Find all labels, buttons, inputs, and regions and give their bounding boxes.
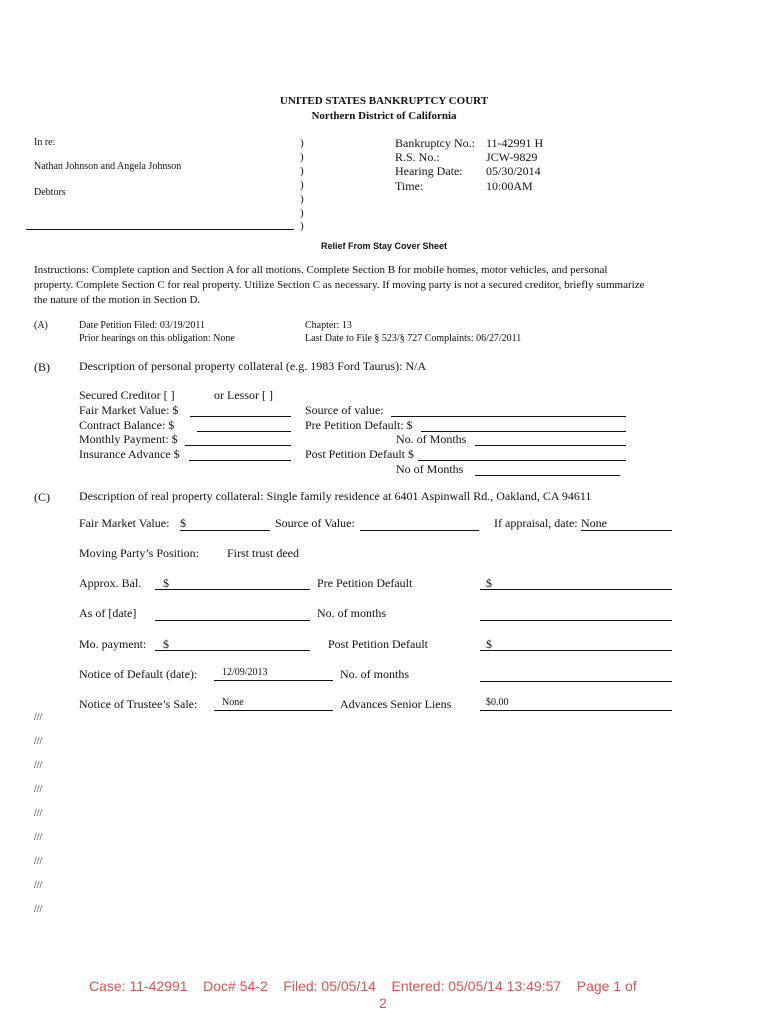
advances-senior-liens-value: $0.00: [486, 697, 509, 708]
instructions-line: property. Complete Section C for real property. Utilize Section C as necessary. If moving party is not a secured creditor, briefly summarize: [34, 279, 645, 291]
post-petition-default-field[interactable]: [480, 637, 672, 651]
as-of-date-label: As of [date]: [79, 606, 137, 620]
rs-no: JCW-9829: [486, 150, 538, 164]
filler-mark: ///: [34, 712, 43, 723]
mo-payment-label: Mo. payment:: [79, 637, 147, 651]
section-c-label: (C): [34, 490, 50, 504]
time-label: Time:: [395, 179, 424, 193]
appraisal-date-value: None: [581, 516, 607, 530]
pre-petition-default-field[interactable]: [480, 576, 672, 590]
chapter: Chapter: 13: [305, 320, 352, 331]
fair-market-value-field[interactable]: [180, 516, 270, 531]
mo-payment-field[interactable]: [155, 637, 310, 651]
page-title: Relief From Stay Cover Sheet: [320, 241, 448, 251]
pre-petition-default-field[interactable]: [421, 418, 626, 432]
dollar-sign: $: [486, 637, 492, 651]
notice-trustee-sale-label: Notice of Trustee’s Sale:: [79, 697, 198, 711]
lessor-checkbox[interactable]: or Lessor [ ]: [214, 388, 273, 402]
bankruptcy-no-label: Bankruptcy No.:: [395, 136, 475, 150]
post-petition-default-label: Post Petition Default: [328, 637, 428, 651]
pre-petition-default-label: Pre Petition Default: [317, 576, 413, 590]
case-footer-page: 2: [379, 995, 387, 1011]
if-appraisal-label: If appraisal, date:: [494, 516, 578, 530]
monthly-payment-label: Monthly Payment: $: [79, 432, 178, 446]
time-value: 10:00AM: [486, 179, 533, 193]
advances-senior-liens-field[interactable]: [480, 697, 672, 711]
post-petition-default-label: Post Petition Default $: [305, 447, 414, 461]
no-of-months-label: No. of months: [340, 667, 409, 681]
date-petition-filed: Date Petition Filed: 03/19/2011: [79, 320, 206, 331]
hearing-date: 05/30/2014: [486, 164, 541, 178]
no-of-months-label: No of Months: [396, 462, 464, 476]
fair-market-value-label: Fair Market Value:: [79, 516, 170, 530]
no-of-months-field[interactable]: [475, 432, 626, 446]
dollar-sign: $: [486, 576, 492, 590]
personal-property-description: Description of personal property collateral (e.g. 1983 Ford Taurus): N/A: [79, 359, 427, 373]
filler-mark: ///: [34, 760, 43, 771]
monthly-payment-field[interactable]: [185, 432, 291, 446]
caption-paren: ): [300, 137, 304, 149]
caption-paren: ): [300, 193, 304, 205]
source-of-value-field[interactable]: [360, 516, 479, 531]
real-property-description: Description of real property collateral: Single family residence at 6401 Aspinwall Rd., Oakland, CA 94611: [79, 489, 592, 503]
fair-market-value-label: Fair Market Value: $: [79, 403, 179, 417]
filler-mark: ///: [34, 856, 43, 867]
rs-no-label: R.S. No.:: [395, 150, 440, 164]
no-of-months-field[interactable]: [480, 606, 672, 621]
appraisal-date-field[interactable]: [581, 516, 672, 531]
no-of-months-field[interactable]: [475, 462, 620, 476]
no-of-months-field[interactable]: [480, 667, 672, 682]
debtor-names: Nathan Johnson and Angela Johnson: [34, 161, 182, 172]
in-re-label: In re:: [34, 137, 56, 148]
case-footer: Case: 11-42991 Doc# 54-2 Filed: 05/05/14 Entered: 05/05/14 13:49:57 Page 1 of: [89, 978, 637, 994]
hearing-date-label: Hearing Date:: [395, 164, 463, 178]
caption-paren: ): [300, 151, 304, 163]
moving-party-label: Moving Party’s Position:: [79, 546, 200, 560]
insurance-advance-field[interactable]: [189, 447, 291, 461]
caption-paren: ): [300, 165, 304, 177]
source-of-value-field[interactable]: [391, 403, 626, 417]
filler-mark: ///: [34, 880, 43, 891]
no-of-months-label: No. of Months: [396, 432, 467, 446]
approx-bal-field[interactable]: [155, 576, 310, 590]
filler-mark: ///: [34, 904, 43, 915]
insurance-advance-label: Insurance Advance $: [79, 447, 180, 461]
notice-of-default-field[interactable]: [214, 667, 333, 681]
prior-hearings: Prior hearings on this obligation: None: [79, 333, 235, 344]
notice-of-default-value: 12/09/2013: [222, 667, 268, 678]
instructions-line: Instructions: Complete caption and Section A for all motions. Complete Section B for mobile homes, motor vehicles, and personal: [34, 264, 608, 276]
last-date-to-file: Last Date to File § 523/§ 727 Complaints: 06/27/2011: [305, 333, 522, 344]
source-of-value-label: Source of Value:: [275, 516, 355, 530]
filler-mark: ///: [34, 784, 43, 795]
caption-paren: ): [300, 207, 304, 219]
dollar-sign: $: [180, 516, 186, 530]
no-of-months-label: No. of months: [317, 606, 386, 620]
caption-paren: ): [300, 220, 304, 232]
notice-trustee-sale-value: None: [222, 697, 244, 708]
as-of-date-field[interactable]: [155, 606, 310, 621]
filler-mark: ///: [34, 808, 43, 819]
contract-balance-label: Contract Balance: $: [79, 418, 175, 432]
bankruptcy-no: 11-42991 H: [486, 136, 544, 150]
dollar-sign: $: [163, 576, 169, 590]
instructions-line: the nature of the motion in Section D.: [34, 294, 201, 306]
approx-bal-label: Approx. Bal.: [79, 576, 142, 590]
notice-of-default-label: Notice of Default (date):: [79, 667, 198, 681]
section-b-label: (B): [34, 360, 50, 374]
advances-senior-liens-label: Advances Senior Liens: [340, 697, 452, 711]
district-name: Northern District of California: [311, 110, 457, 122]
moving-party-value: First trust deed: [227, 546, 299, 560]
secured-creditor-checkbox[interactable]: Secured Creditor [ ]: [79, 388, 175, 402]
debtors-label: Debtors: [34, 187, 66, 198]
filler-mark: ///: [34, 736, 43, 747]
court-name: UNITED STATES BANKRUPTCY COURT: [279, 95, 489, 107]
fair-market-value-field[interactable]: [190, 403, 291, 417]
post-petition-default-field[interactable]: [418, 447, 626, 461]
pre-petition-default-label: Pre Petition Default: $: [305, 418, 413, 432]
caption-rule: [26, 229, 294, 230]
section-a-label: (A): [34, 320, 48, 331]
contract-balance-field[interactable]: [197, 418, 291, 432]
source-of-value-label: Source of value:: [305, 403, 384, 417]
caption-paren: ): [300, 179, 304, 191]
dollar-sign: $: [163, 637, 169, 651]
filler-mark: ///: [34, 832, 43, 843]
notice-trustee-sale-field[interactable]: [214, 697, 333, 711]
